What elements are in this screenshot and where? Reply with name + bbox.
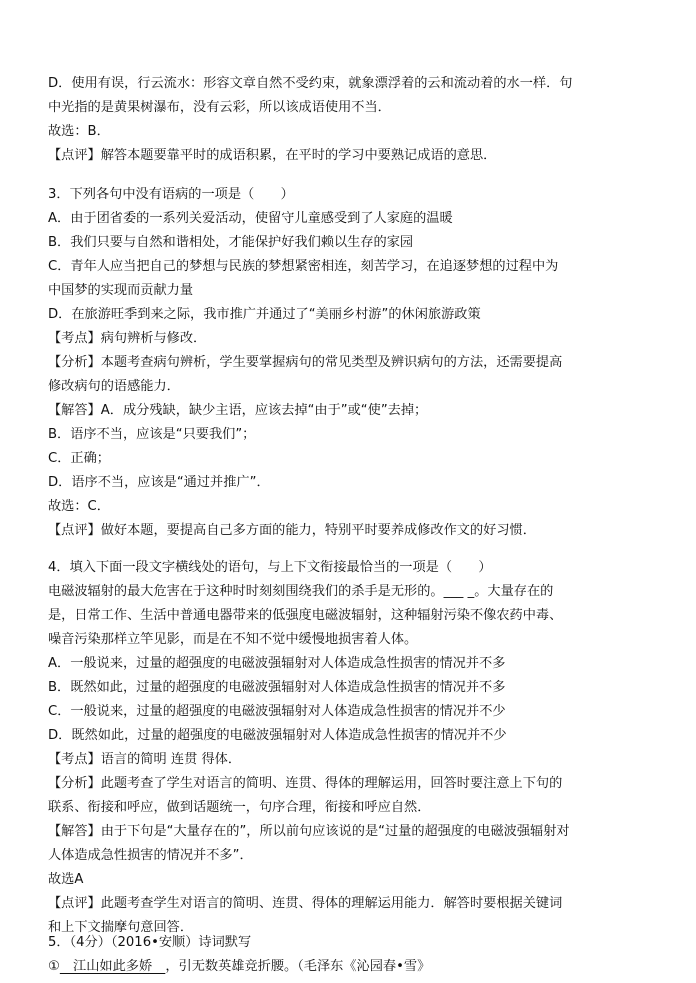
q3-fenxi-line1: 【分析】本题考查病句辨析，学生要掌握病句的常见类型及辨识病句的方法，还需要提高 [48,355,563,370]
q4-comment-line1: 【点评】此题考查学生对语言的简明、连贯、得体的理解运用能力．解答时要根据关键词 [48,896,563,911]
answer-line: 故选：B． [48,124,110,139]
q5-item-1 [48,955,660,979]
q3-option-d: D．在旅游旺季到来之际，我市推广并通过了“美丽乡村游”的休闲旅游政策 [48,307,481,322]
q5-item-1-answer-blank: 江山如此多娇 [59,959,166,974]
q3-jieda-line2: B．语序不当，应该是“只要我们”； [48,427,256,442]
q3-answer: 故选：C． [48,499,110,514]
q4-option-d: D．既然如此，过量的超强度的电磁波强辐射对人体造成急性损害的情况并不少 [48,728,507,743]
q5-item-1-rest: ，引无数英雄竞折腰。（毛泽东《沁园春•雪》 [165,959,431,974]
q3-stem: 3．下列各句中没有语病的一项是（ ） [48,187,294,202]
q4-option-a: A．一般说来，过量的超强度的电磁波强辐射对人体造成急性损害的情况并不多 [48,656,506,671]
q4-passage-line1: 电磁波辐射的最大危害在于这种时时刻刻围绕我们的杀手是无形的。___ _。大量存在的 [48,584,554,599]
q3-option-c-line1: C．青年人应当把自己的梦想与民族的梦想紧密相连，刻苦学习，在追逐梦想的过程中为 [48,259,559,274]
option-d-line2: 中光指的是黄果树瀑布，没有云彩，所以该成语使用不当． [48,100,391,115]
q4-stem: 4．填入下面一段文字横线处的语句，与上下文衔接最恰当的一项是（ ） [48,560,492,575]
q3-fenxi-line2: 修改病句的语感能力． [48,379,180,394]
option-d-line1: D．使用有误，行云流水：形容文章自然不受约束，就象漂浮着的云和流动着的水一样．句 [48,76,573,91]
q4-answer: 故选A [48,872,84,887]
q4-comment-line2: 和上下文揣摩句意回答． [48,920,194,935]
q4-jieda-line1: 【解答】由于下句是“大量存在的”，所以前句应该说的是“过量的超强度的电磁波强辐射对 [48,824,570,839]
q3-option-b: B．我们只要与自然和谐相处，才能保护好我们赖以生存的家园 [48,235,414,250]
q4-jieda-line2: 人体造成急性损害的情况并不多”． [48,848,253,863]
q4-fenxi-line1: 【分析】此题考查了学生对语言的简明、连贯、得体的理解运用，回答时要注意上下句的 [48,776,563,791]
q3-kaodian: 【考点】病句辨析与修改． [48,331,207,346]
q3-jieda-line1: 【解答】A．成分残缺，缺少主语，应该去掉“由于”或“使”去掉； [48,403,428,418]
q4-passage-line2: 是，日常工作、生活中普通电器带来的低强度电磁波辐射，这种辐射污染不像农药中毒、 [48,608,563,623]
q4-fenxi-line2: 联系、衔接和呼应，做到话题统一，句序合理，衔接和呼应自然． [48,800,431,815]
q3-jieda-line3: C．正确； [48,451,110,466]
q5-item-1-number: ① [48,959,60,974]
q4-option-b: B．既然如此，过量的超强度的电磁波强辐射对人体造成急性损害的情况并不多 [48,680,506,695]
q4-option-c: C．一般说来，过量的超强度的电磁波强辐射对人体造成急性损害的情况并不少 [48,704,506,719]
q3-comment: 【点评】做好本题，要提高自己多方面的能力，特别平时要养成修改作文的好习惯． [48,523,536,538]
comment-line: 【点评】解答本题要靠平时的成语积累，在平时的学习中要熟记成语的意思． [48,148,497,163]
q5-stem: 5．（4分）（2016•安顺）诗词默写 [48,935,252,950]
q4-passage-line3: 噪音污染那样立竿见影，而是在不知不觉中缓慢地损害着人体。 [48,632,418,647]
q3-option-a: A．由于团省委的一系列关爱活动，使留守儿童感受到了人家庭的温暖 [48,211,453,226]
q3-option-c-line2: 中国梦的实现而贡献力量 [48,283,194,298]
q4-kaodian: 【考点】语言的简明 连贯 得体． [48,752,242,767]
q3-jieda-line4: D．语序不当，应该是“通过并推广”． [48,475,270,490]
